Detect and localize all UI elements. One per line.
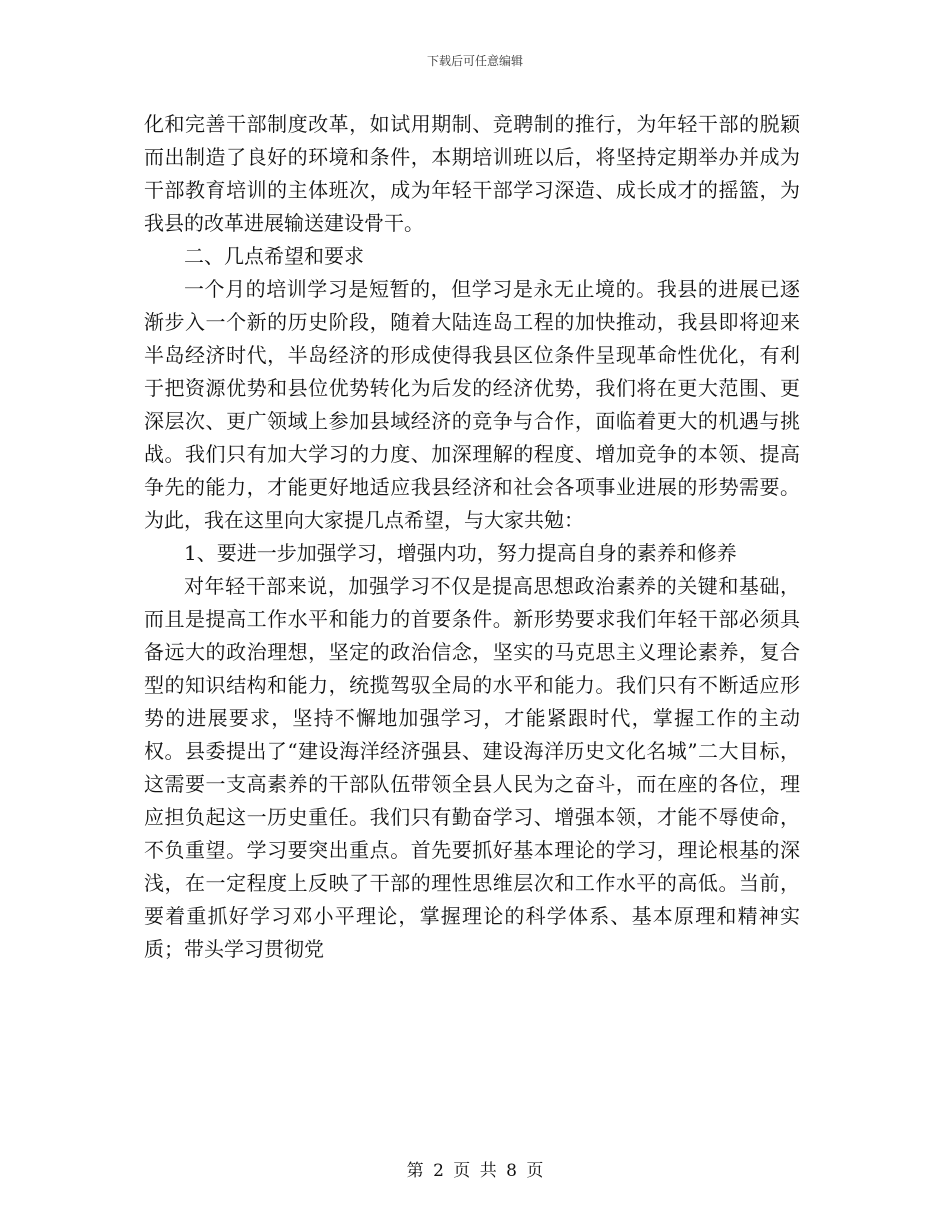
page-number: 第 2 页 共 8 页 [406,1161,544,1181]
paragraph-1: 化和完善干部制度改革，如试用期制、竞聘制的推行，为年轻干部的脱颖而出制造了良好的环境和条件，本期培训班以后，将坚持定期举办并成为干部教育培训的主体班次，成为年轻干部学习深造、成长成才的摇篮，为我县的改革进展输送建设骨干。 [144,112,800,235]
subsection-heading: 1、要进一步加强学习，增强内功，努力提高自身的素养和修养 [184,541,737,565]
document-body [144,108,800,966]
section-heading: 二、几点希望和要求 [184,244,364,268]
paragraph-3: 对年轻干部来说，加强学习不仅是提高思想政治素养的关键和基础，而且是提高工作水平和能力的首要条件。新形势要求我们年轻干部必须具备远大的政治理想，坚定的政治信念，坚实的马克思主义理论素养，复合型的知识结构和能力，统揽驾驭全局的水平和能力。我们只有不断适应形势的进展要求，坚持不懈地加强学习，才能紧跟时代，掌握工作的主动权。县委提出了“建设海洋经济强县、建设海洋历史文化名城”二大目标，这需要一支高素养的干部队伍带领全县人民为之奋斗，而在座的各位，理应担负起这一历史重任。我们只有勤奋学习、增强本领，才能不辱使命，不负重望。学习要突出重点。首先要抓好基本理论的学习，理论根基的深浅，在一定程度上反映了干部的理性思维层次和工作水平的高低。当前，要着重抓好学习邓小平理论，掌握理论的科学体系、基本原理和精神实质；带头学习贯彻党 [144,574,800,961]
page-header-note: 下载后可任意编辑 [426,54,523,68]
paragraph-2: 一个月的培训学习是短暂的，但学习是永无止境的。我县的进展已逐渐步入一个新的历史阶段，随着大陆连岛工程的加快推动，我县即将迎来半岛经济时代，半岛经济的形成使得我县区位条件呈现革命性优化，有利于把资源优势和县位优势转化为后发的经济优势，我们将在更大范围、更深层次、更广领域上参加县域经济的竞争与合作，面临着更大的机遇与挑战。我们只有加大学习的力度、加深理解的程度、增加竞争的本领、提高争先的能力，才能更好地适应我县经济和社会各项事业进展的形势需要。为此，我在这里向大家提几点希望，与大家共勉： [144,277,800,532]
